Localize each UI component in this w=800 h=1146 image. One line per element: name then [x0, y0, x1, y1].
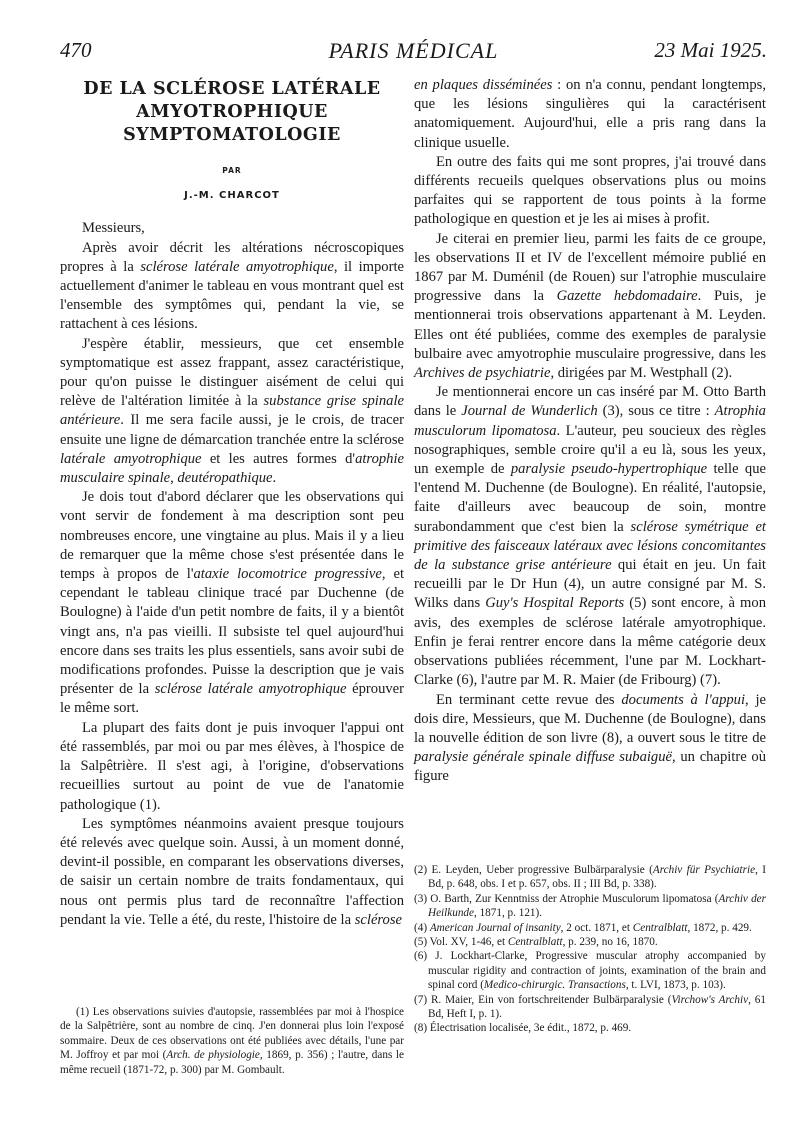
- running-header: [60, 38, 767, 68]
- text-run: Après avoir décrit les altérations nécroscopiques propres à la: [60, 239, 404, 275]
- text-run: , dirigées par M. Westphall (2).: [550, 365, 733, 382]
- text-run: , 2 oct. 1871, et: [560, 921, 633, 934]
- footnote: [414, 863, 766, 892]
- footnote: [414, 892, 766, 921]
- body-paragraph: [60, 719, 404, 815]
- footnote: [60, 1005, 404, 1077]
- body-paragraph: [60, 815, 404, 930]
- text-run: (1) Les observations suivies d'autopsie, rassemblées par moi à l'hospice de la Salpêtrière, sont au nombre de cinq. J'en donnerai plus loin l'exposé sommaire. Deux de ces observations ont été publiées avec détails, l'une par M. Joffroy et par moi (: [60, 1006, 404, 1062]
- italic-run: Archiv für Psychiatrie: [652, 864, 756, 876]
- text-run: , et cependant le tableau clinique tracé par Duchenne (de Boulogne) à l'aide d'un petit nombre de faits, il y a bientôt vingt ans, n'a pas vieilli. Il subsiste tel quel aujourd'hui encore dans ses traits les plus essentiels, sans avoir subi de modifications profondes. Puisse la description que je vais présenter de la: [60, 566, 404, 698]
- italic-run: Guy's Hospital Reports: [485, 595, 625, 612]
- footnote: [414, 993, 766, 1022]
- text-run: (5) Vol. XV, 1-46, et: [414, 936, 508, 949]
- italic-run: Archives de psychiatrie: [414, 365, 551, 382]
- issue-date: 23 Mai 1925.: [654, 38, 767, 62]
- footnote: [414, 949, 766, 992]
- body-paragraph: [60, 239, 404, 335]
- italic-run: sclérose latérale amyotrophique: [154, 681, 347, 698]
- italic-run: Gazette hebdomadaire: [556, 288, 698, 305]
- text-run: Je mentionnerai encore un cas inséré par M. Otto Barth dans le: [414, 384, 766, 420]
- journal-title: PARIS MÉDICAL: [328, 38, 499, 63]
- text-run: . Il me sera facile aussi, je le crois, de tracer ensuite une ligne de démarcation tranchée entre la sclérose: [60, 412, 404, 448]
- text-run: Les symptômes néanmoins avaient presque toujours été relevés avec quelque soin. Aussi, à un moment donné, devint-il possible, en comparant les observations diverses, de saisir un certain nombre de traits fondamentaux, qui nous ont permis plus tard de reconnaître l'affection pendant la vie. Telle a été, du reste, l'histoire de la: [60, 815, 404, 928]
- text-run: , p. 239, no 16, 1870.: [562, 936, 658, 949]
- text-run: , 1869, p. 356) ; l'autre, dans le même recueil (1871-72, p. 300) par M. Gombault.: [60, 1049, 404, 1076]
- italic-run: sclérose: [354, 911, 403, 928]
- page-number: 470: [60, 38, 92, 62]
- text-run: , t. LVI, 1873, p. 103).: [625, 979, 726, 992]
- text-run: , il importe actuellement d'animer le tableau en vous montrant quel est l'ensemble des symptômes qui, pendant la vie, se rattachent à ces lésions.: [60, 258, 404, 333]
- author-name: J.-M. CHARCOT: [184, 190, 280, 202]
- italic-run: en plaques disséminées: [414, 77, 553, 93]
- text-run: (4): [414, 921, 430, 934]
- body-paragraph: [60, 335, 404, 489]
- text-run: (2) E. Leyden, Ueber progressive Bulbärparalysie (: [414, 864, 653, 876]
- italic-run: Journal de Wunderlich: [461, 403, 598, 420]
- text-run: , 1871, p. 121).: [473, 907, 543, 920]
- text-run: J'espère établir, messieurs, que cet ensemble symptomatique est assez frappant, assez caractéristique, pour qu'on puisse le distinguer aisément de celui qui relève de l'altération limitée à la: [60, 335, 404, 410]
- text-run: , 1872, p. 429.: [687, 921, 752, 934]
- left-body-text: [60, 239, 404, 930]
- italic-run: paralysie pseudo-hypertrophique: [510, 461, 708, 478]
- text-run: (3) O. Barth, Zur Kenntniss der Atrophie Musculorum lipomatosa (: [414, 892, 719, 905]
- text-run: (6) J. Lockhart-Clarke, Progressive muscular atrophy accompanied by muscular rigidity and contraction of joints, examination of the brain and spinal cord (: [414, 950, 766, 992]
- text-run: , un chapitre où figure: [414, 749, 766, 785]
- text-run: éprouver le même sort.: [60, 681, 405, 717]
- right-body-text: [414, 76, 766, 787]
- footnote: [414, 921, 766, 935]
- text-run: La plupart des faits dont je puis invoquer l'appui ont été rassemblés, par moi ou par mes élèves, à l'hospice de la Salpêtrière. Il s'est agi, à l'origine, d'observations recueillies surtout au point de vue de l'anatomie pathologique (1).: [60, 719, 404, 813]
- text-run: qui était en jeu. Un fait recueilli par le Dr Hun (4), un autre consigné par M. S. Wilks dans: [414, 557, 766, 612]
- text-run: Je citerai en premier lieu, parmi les faits de ce groupe, les observations II et IV de l'excellent mémoire publié en 1867 par M. Duménil (de Rouen) sur l'atrophie musculaire progressive dans la: [414, 230, 766, 305]
- italic-run: American Journal of insanity: [429, 921, 561, 934]
- italic-run: ataxie locomotrice progressive: [193, 566, 382, 583]
- italic-run: Virchow's Archiv: [671, 993, 749, 1006]
- text-run: En terminant cette revue des: [436, 691, 622, 708]
- italic-run: Medico-chirurgic. Transactions: [483, 979, 626, 992]
- title-line: DE LA SCLÉROSE LATÉRALE: [83, 79, 381, 99]
- text-run: telle que l'entend M. Duchenne (de Boulogne). En réalité, l'autopsie, faite d'ailleurs avec beaucoup de soin, montre surabondamment que c'est bien la: [414, 461, 766, 535]
- text-run: (3), sous ce titre :: [597, 403, 715, 420]
- text-run: (8) Électrisation localisée, 3e édit., 1872, p. 469.: [414, 1022, 632, 1035]
- body-paragraph: [60, 488, 404, 718]
- text-run: . Puis, je mentionnerai trois observations appartenant à M. Leyden. Elles ont été publiées, comme des exemples de paralysie bulbaire avec amyotrophie musculaire progressive, dans les: [414, 288, 766, 362]
- salutation: Messieurs,: [82, 220, 145, 237]
- body-paragraph: [414, 153, 766, 230]
- italic-run: Centralblatt: [632, 921, 688, 934]
- italic-run: atrophie musculaire spinale, deutéropathique: [60, 450, 404, 487]
- italic-run: paralysie générale spinale diffuse subaiguë: [414, 749, 673, 766]
- italic-run: Centralblatt: [507, 936, 563, 949]
- body-paragraph: [414, 383, 766, 690]
- left-column: [60, 76, 404, 930]
- text-run: et les autres formes d': [201, 450, 356, 467]
- text-run: , je dois dire, Messieurs, que M. Duchenne (de Boulogne), dans la nouvelle édition de son livre (8), a ouvert sous le titre de: [414, 691, 766, 746]
- italic-run: latérale amyotrophique: [60, 450, 202, 467]
- italic-run: sclérose latérale amyotrophique: [140, 258, 334, 275]
- right-column: [414, 76, 766, 787]
- italic-run: sclérose symétrique et primitive des faisceaux latéraux avec lésions concomitantes de la substance grise antérieure: [414, 518, 766, 574]
- text-run: En outre des faits qui me sont propres, j'ai trouvé dans différents recueils quelques observations plus ou moins parfaites qui se rapportent de tous points à la forme pathologique en question et je les ai mises à profit.: [414, 153, 766, 228]
- byline-par: PAR: [222, 166, 242, 175]
- footnote: [414, 1021, 766, 1035]
- body-paragraph: [414, 691, 766, 787]
- body-paragraph: [414, 76, 766, 153]
- text-run: , I Bd, p. 648, obs. I et p. 657, obs. II ; III Bd, p. 338).: [428, 864, 766, 891]
- italic-run: documents à l'appui: [621, 691, 746, 708]
- italic-run: Archiv der Heilkunde: [428, 892, 766, 920]
- footnotes-left: [60, 1005, 404, 1077]
- text-run: Je dois tout d'abord déclarer que les observations qui vont servir de fondement à ma description sont peu nombreuses encore, une vingtaine au plus. Mais il y a lieu de remarquer que la même chose s'est présentée dans le temps à propos de l': [60, 489, 404, 583]
- text-run: .: [272, 470, 277, 487]
- italic-run: Arch. de physiologie: [166, 1049, 260, 1062]
- title-line: SYMPTOMATOLOGIE: [123, 125, 341, 145]
- text-run: , 61 Bd, Heft I, p. 1).: [428, 993, 766, 1021]
- italic-run: Atrophia musculorum lipomatosa: [414, 403, 766, 439]
- text-run: . L'auteur, peu soucieux des règles nosographiques, semble croire qu'il a eu là, sous les yeux, un exemple de: [414, 422, 766, 478]
- article-title: [60, 78, 404, 147]
- footnotes-right: [414, 863, 766, 1036]
- text-run: (7) R. Maier, Ein von fortschreitender Bulbärparalysie (: [414, 993, 672, 1006]
- text-run: (5) sont encore, à mon avis, des exemples de sclérose latérale amyotrophique. Enfin je ferai rentrer encore dans la même catégorie deux observations publiées récemment, l'une par M. Lockhart-Clarke (6), l'autre par M. R. Maier (de Fribourg) (7).: [414, 595, 766, 689]
- footnote: [414, 935, 766, 949]
- title-line: AMYOTROPHIQUE: [136, 102, 328, 122]
- body-paragraph: [414, 230, 766, 384]
- text-run: : on n'a connu, pendant longtemps, que les lésions singulières qui la caractérisent anatomiquement. Aujourd'hui, elle a pris rang dans la clinique usuelle.: [414, 77, 766, 151]
- italic-run: substance grise spinale antérieure: [60, 393, 404, 429]
